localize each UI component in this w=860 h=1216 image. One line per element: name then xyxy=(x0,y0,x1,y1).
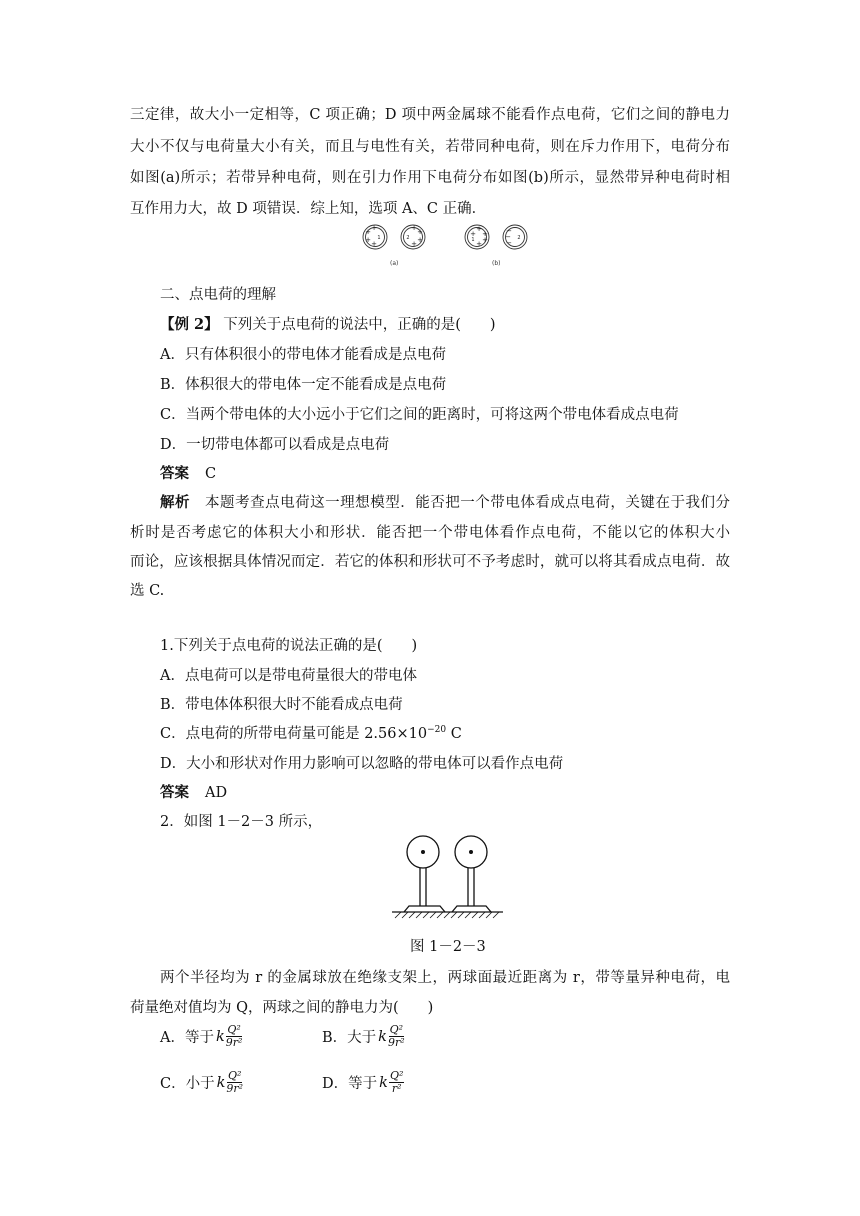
example-2-analysis-label: 解析 xyxy=(160,494,191,511)
svg-text:+: + xyxy=(417,228,423,236)
ball-2-label-a: 2 xyxy=(406,235,410,241)
example-2-option-b: B．体积很大的带电体一定不能看成是点电荷 xyxy=(160,377,447,393)
section-heading: 二、点电荷的理解 xyxy=(160,287,276,303)
q2-choice-b-label: B．大于 xyxy=(322,1030,377,1047)
two-spheres-on-stands-diagram xyxy=(390,830,505,922)
q1-option-c-exponent: −20 xyxy=(427,725,447,736)
example-2-option-c: C．当两个带电体的大小远小于它们之间的距离时，可将这两个带电体看成点电荷 xyxy=(160,407,679,423)
q1-answer xyxy=(160,781,227,802)
q1-option-d: D．大小和形状对作用力影响可以忽略的带电体可以看作点电荷 xyxy=(160,756,564,772)
q2-choice-c-label: C．小于 xyxy=(160,1076,215,1093)
example-2-answer-label: 答案 xyxy=(160,465,189,482)
q2-choice-c-k: k xyxy=(216,1074,226,1091)
explanation-line-4: 互作用力大，故 D 项错误．综上知，选项 A、C 正确． xyxy=(130,201,487,217)
q2-choice-a-denominator: 9r² xyxy=(225,1036,243,1050)
q2-choice-c-denominator: 9r² xyxy=(226,1082,244,1096)
svg-text:−: − xyxy=(506,227,512,235)
svg-text:+: + xyxy=(411,240,417,248)
q1-question: 1.下列关于点电荷的说法正确的是( ) xyxy=(160,638,418,654)
ball-1-label-b: 1 xyxy=(471,237,475,243)
svg-text:+: + xyxy=(365,236,371,244)
example-2-option-d: D．一切带电体都可以看成是点电荷 xyxy=(160,437,390,453)
example-2-analysis-line-1 xyxy=(160,491,730,512)
q1-option-b: B．带电体体积很大时不能看成点电荷 xyxy=(160,697,403,713)
explanation-line-3: 如图(a)所示；若带异种电荷，则在引力作用下电荷分布如图(b)所示，显然带异种电荷时相 xyxy=(130,170,730,186)
example-2-question xyxy=(160,313,496,334)
q1-option-c-text: C．点电荷的所带电荷量可能是 2.56×10 xyxy=(160,726,428,742)
svg-text:−: − xyxy=(505,233,511,241)
q2-choice-b-denominator: 9r² xyxy=(387,1036,405,1050)
q2-choice-d-k: k xyxy=(379,1074,388,1091)
explanation-line-1: 三定律，故大小一定相等，C 项正确；D 项中两金属球不能看作点电荷，它们之间的静电力 xyxy=(130,107,730,123)
q1-option-c-unit: C xyxy=(446,726,462,742)
svg-text:−: − xyxy=(506,239,512,247)
example-2-answer xyxy=(160,462,216,483)
q1-answer-label: 答案 xyxy=(160,784,189,801)
ball-1-label-a: 1 xyxy=(377,235,381,241)
q2-choice-d-numerator: Q² xyxy=(389,1069,404,1082)
two-spheres-figure xyxy=(390,830,505,922)
example-2-analysis-line-3: 而论，应该根据具体情况而定．若它的体积和形状可不予考虑时，就可以将其看成点电荷．故 xyxy=(130,554,730,570)
svg-text:+: + xyxy=(371,224,377,232)
svg-text:+: + xyxy=(365,228,371,236)
q1-option-c xyxy=(160,722,462,743)
q2-choice-b-k: k xyxy=(378,1028,387,1045)
svg-text:+: + xyxy=(482,236,488,244)
svg-text:+: + xyxy=(476,240,482,248)
svg-text:+: + xyxy=(476,225,482,233)
svg-text:+: + xyxy=(482,230,488,238)
q1-answer-value: AD xyxy=(205,785,228,801)
q2-choice-d-denominator: r² xyxy=(391,1082,402,1096)
figure-caption-b: (b) xyxy=(492,260,501,267)
explanation-line-2: 大小不仅与电荷量大小有关，而且与电性有关，若带同种电荷，则在斥力作用下，电荷分布 xyxy=(130,139,730,155)
figure-caption-a: (a) xyxy=(390,260,399,267)
example-2-analysis-text-1: 本题考查点电荷这一理想模型．能否把一个带电体看成点电荷，关键在于我们分 xyxy=(205,495,731,511)
q2-choice-a xyxy=(160,1024,242,1049)
q2-intro: 2．如图 1－2－3 所示， xyxy=(160,814,323,830)
q2-choice-a-numerator: Q² xyxy=(227,1023,241,1036)
figure-1-2-3-caption: 图 1－2－3 xyxy=(410,939,486,955)
q2-choice-b xyxy=(322,1024,405,1049)
charge-distribution-diagram xyxy=(359,220,529,260)
example-2-analysis-line-4: 选 C. xyxy=(130,583,165,599)
charge-distribution-figure xyxy=(359,220,529,270)
ball-2-label-b: 2 xyxy=(517,235,521,241)
example-2-tag: 【例 2】 xyxy=(160,316,219,333)
q2-choice-c-numerator: Q² xyxy=(228,1069,242,1082)
example-2-question-text: 下列关于点电荷的说法中，正确的是( ) xyxy=(223,317,496,333)
q2-choice-d-label: D．等于 xyxy=(322,1076,378,1093)
example-2-analysis-line-2: 析时是否考虑它的体积大小和形状．能否把一个带电体看作点电荷，不能以它的体积大小 xyxy=(130,525,730,541)
q2-choice-b-numerator: Q² xyxy=(389,1023,403,1036)
example-2-answer-value: C xyxy=(205,466,217,482)
q2-choice-a-label: A．等于 xyxy=(160,1030,214,1047)
q1-option-a: A．点电荷可以是带电荷量很大的带电体 xyxy=(160,668,417,684)
q2-body-line-2: 荷量绝对值均为 Q，两球之间的静电力为( ) xyxy=(130,1000,434,1016)
q2-choice-c xyxy=(160,1070,243,1095)
q2-body-line-1: 两个半径均为 r 的金属球放在绝缘支架上，两球面最近距离为 r，带等量异种电荷，电 xyxy=(160,970,730,986)
svg-text:+: + xyxy=(371,240,377,248)
svg-text:+: + xyxy=(470,230,476,238)
q2-choice-d xyxy=(322,1070,404,1095)
svg-text:+: + xyxy=(411,224,417,232)
q2-choice-a-k: k xyxy=(215,1028,225,1045)
svg-text:+: + xyxy=(417,236,423,244)
example-2-option-a: A．只有体积很小的带电体才能看成是点电荷 xyxy=(160,347,446,363)
